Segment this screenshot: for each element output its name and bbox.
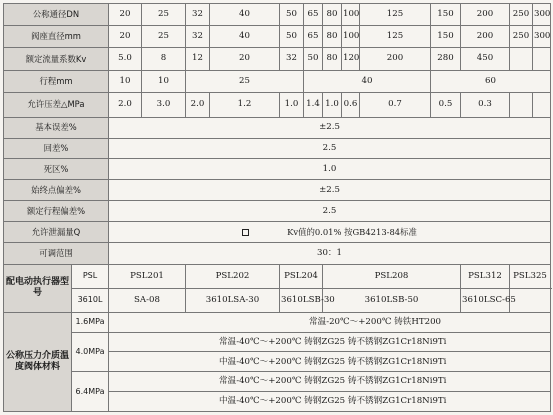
dn-value: 250 <box>510 4 533 26</box>
3610l-model: 3610LSB-50 <box>323 288 461 312</box>
stroke-value: 60 <box>431 70 551 92</box>
range-value: 30：1 <box>109 242 551 264</box>
pressure-value: 2.0 <box>186 92 210 117</box>
pressure-value: 0.7 <box>360 92 431 117</box>
row-material-64a <box>4 372 551 392</box>
seat-value: 50 <box>280 25 304 47</box>
psl-model: PSL208 <box>323 264 461 288</box>
dn-value: 200 <box>461 4 510 26</box>
row-start-dev <box>4 180 551 201</box>
seat-value: 40 <box>210 25 280 47</box>
psl-model: PSL312 <box>461 264 510 288</box>
pressure-value: 1.2 <box>210 92 280 117</box>
label-stroke-dev: 额定行程偏差% <box>4 201 109 222</box>
dn-value: 20 <box>109 4 142 26</box>
dn-value: 25 <box>142 4 186 26</box>
label-3610l: 3610L <box>72 288 109 312</box>
kv-value: 450 <box>461 47 510 70</box>
pressure-empty <box>510 92 533 117</box>
basic-error-value: ±2.5 <box>109 117 551 138</box>
row-range <box>4 242 551 264</box>
p40-line: 常温-40℃～+200℃ 铸钢ZG25 铸不锈钢ZG1Cr18Ni9Ti <box>109 332 551 352</box>
dead-zone-value: 1.0 <box>109 159 551 180</box>
seat-value: 200 <box>461 25 510 47</box>
kv-value: 8 <box>142 47 186 70</box>
pressure-value: 2.0 <box>109 92 142 117</box>
p16-text: 常温-20℃～+200℃ 铸铁HT200 <box>109 312 551 332</box>
label-p64: 6.4MPa <box>72 372 109 412</box>
psl-model: PSL204 <box>280 264 323 288</box>
label-dn: 公称通径DN <box>4 4 109 26</box>
p64-line: 常温-40℃～+200℃ 铸钢ZG25 铸不锈钢ZG1Cr18Ni9Ti <box>109 372 551 392</box>
stroke-value: 10 <box>109 70 142 92</box>
seat-value: 80 <box>323 25 342 47</box>
kv-value: 200 <box>360 47 431 70</box>
stroke-value: 25 <box>186 70 304 92</box>
label-psl: PSL <box>72 264 109 288</box>
checkbox-square-icon <box>242 229 249 236</box>
label-start-dev: 始终点偏差% <box>4 180 109 201</box>
pressure-value: 0.5 <box>431 92 461 117</box>
kv-empty <box>533 47 551 70</box>
row-material-40a <box>4 332 551 352</box>
label-range: 可调范围 <box>4 242 109 264</box>
seat-value: 65 <box>304 25 323 47</box>
3610l-model: SA-08 <box>109 288 186 312</box>
row-hysteresis <box>4 138 551 159</box>
dn-value: 65 <box>304 4 323 26</box>
label-hysteresis: 回差% <box>4 138 109 159</box>
leakage-value <box>109 222 551 243</box>
valve-spec-table <box>3 3 551 412</box>
pressure-value: 1.4 <box>304 92 323 117</box>
dn-value: 50 <box>280 4 304 26</box>
kv-empty <box>510 47 533 70</box>
dn-value: 40 <box>210 4 280 26</box>
3610l-model: 3610LSA-30 <box>186 288 280 312</box>
label-leakage: 允许泄漏量Q <box>4 222 109 243</box>
label-basic-error: 基本误差% <box>4 117 109 138</box>
dn-value: 100 <box>342 4 360 26</box>
seat-value: 25 <box>142 25 186 47</box>
p64-line: 中温-40℃～+200℃ 铸钢ZG25 铸不锈钢ZG1Cr18Ni9Ti <box>109 392 551 412</box>
stroke-value: 10 <box>142 70 186 92</box>
kv-value: 12 <box>186 47 210 70</box>
dn-value: 80 <box>323 4 342 26</box>
pressure-value: 1.0 <box>280 92 304 117</box>
psl-model: PSL201 <box>109 264 186 288</box>
psl-model: PSL325 <box>510 264 551 288</box>
kv-value: 32 <box>280 47 304 70</box>
dn-value: 32 <box>186 4 210 26</box>
p40-line: 中温-40℃～+200℃ 铸钢ZG25 铸不锈钢ZG1Cr18Ni9Ti <box>109 352 551 372</box>
seat-value: 20 <box>109 25 142 47</box>
label-p16: 1.6MPa <box>72 312 109 332</box>
3610l-model: 3610LSC-65 <box>461 288 510 312</box>
3610l-model: 3610LSB-30 <box>280 288 323 312</box>
row-dn <box>4 4 551 26</box>
seat-value: 150 <box>431 25 461 47</box>
row-actuator-3610l <box>4 288 551 312</box>
seat-value: 300 <box>533 25 551 47</box>
kv-value: 280 <box>431 47 461 70</box>
kv-value: 80 <box>323 47 342 70</box>
row-seat <box>4 25 551 47</box>
row-basic-error <box>4 117 551 138</box>
row-pressure <box>4 92 551 117</box>
row-material-16 <box>4 312 551 332</box>
label-stroke: 行程mm <box>4 70 109 92</box>
label-seat: 阀座直径mm <box>4 25 109 47</box>
seat-value: 125 <box>360 25 431 47</box>
pressure-value: 0.3 <box>461 92 510 117</box>
pressure-value: 0.6 <box>342 92 360 117</box>
pressure-value: 3.0 <box>142 92 186 117</box>
leakage-text: Kv值的0.01% 按GB4213-84标准 <box>287 226 417 237</box>
psl-model: PSL202 <box>186 264 280 288</box>
label-pressure: 允许压差△MPa <box>4 92 109 117</box>
seat-value: 100 <box>342 25 360 47</box>
dn-value: 300 <box>533 4 551 26</box>
pressure-empty <box>533 92 551 117</box>
row-dead-zone <box>4 159 551 180</box>
label-kv: 额定流量系数Kv <box>4 47 109 70</box>
hysteresis-value: 2.5 <box>109 138 551 159</box>
row-kv <box>4 47 551 70</box>
row-leakage <box>4 222 551 243</box>
dn-value: 150 <box>431 4 461 26</box>
stroke-value: 40 <box>304 70 431 92</box>
label-dead-zone: 死区% <box>4 159 109 180</box>
pressure-value: 1.0 <box>323 92 342 117</box>
kv-value: 50 <box>304 47 323 70</box>
label-actuator: 配电动执行器型号 <box>4 264 72 312</box>
row-stroke <box>4 70 551 92</box>
row-actuator-psl <box>4 264 551 288</box>
kv-value: 20 <box>210 47 280 70</box>
kv-value: 120 <box>342 47 360 70</box>
seat-value: 32 <box>186 25 210 47</box>
label-p40: 4.0MPa <box>72 332 109 372</box>
start-dev-value: ±2.5 <box>109 180 551 201</box>
kv-value: 5.0 <box>109 47 142 70</box>
stroke-dev-value: 2.5 <box>109 201 551 222</box>
dn-value: 125 <box>360 4 431 26</box>
label-material: 公称压力介质温度阀体材料 <box>4 312 72 411</box>
row-stroke-dev <box>4 201 551 222</box>
seat-value: 250 <box>510 25 533 47</box>
